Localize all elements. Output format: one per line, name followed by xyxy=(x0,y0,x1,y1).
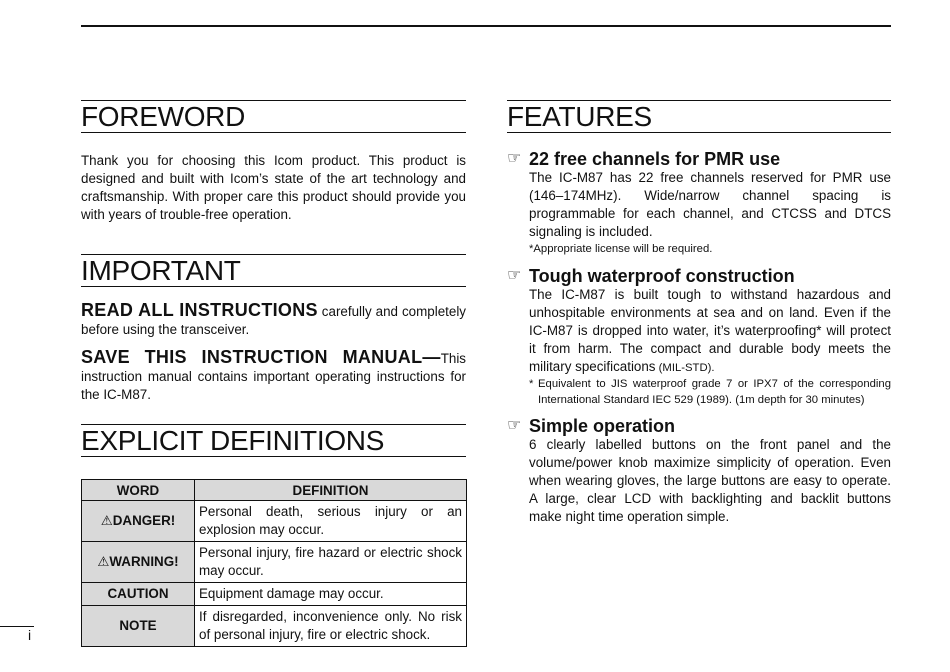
feature-heading xyxy=(507,266,891,286)
table-row xyxy=(82,542,467,583)
word-caution: CAUTION xyxy=(82,583,195,606)
note-asterisk: * xyxy=(529,378,534,390)
read-instructions-heading: READ ALL INSTRUCTIONS xyxy=(81,300,318,320)
definition-caution: Equipment damage may occur. xyxy=(195,583,467,606)
pointing-hand-icon: ☞ xyxy=(507,150,522,167)
feature-heading xyxy=(507,416,891,436)
save-manual-heading: SAVE THIS INSTRUCTION MANUAL— xyxy=(81,347,441,367)
column-header-word: WORD xyxy=(82,480,195,501)
read-instructions-text: carefully and completely before using the transceiver. xyxy=(81,304,466,337)
foreword-title: FOREWORD xyxy=(81,100,466,133)
feature-item xyxy=(507,266,891,408)
feature-heading xyxy=(507,149,891,169)
save-manual-text: This instruction manual contains important operating instructions for the IC-M87. xyxy=(81,351,466,402)
pointing-hand-icon: ☞ xyxy=(507,417,522,434)
pointing-hand-icon: ☞ xyxy=(507,267,522,284)
word-danger: ⚠DANGER! xyxy=(82,501,195,542)
table-row xyxy=(82,583,467,606)
column-header-definition: DEFINITION xyxy=(195,480,467,501)
page-number: i xyxy=(28,627,32,643)
feature-heading-text: Tough waterproof construction xyxy=(529,266,795,286)
save-manual-block xyxy=(81,348,466,404)
definitions-table xyxy=(81,479,467,647)
feature-note xyxy=(529,376,891,408)
feature-body: The IC-M87 has 22 free channels reserved for PMR use (146–174MHz). Wide/narrow channel spacing is programmable for each channel, and CTCSS and DTCS signaling is included. xyxy=(529,170,891,239)
feature-item xyxy=(507,416,891,526)
definition-note: If disregarded, inconvenience only. No risk of personal injury, fire or electric shock. xyxy=(195,606,467,647)
table-row xyxy=(82,606,467,647)
foreword-text: Thank you for choosing this Icom product. This product is designed and built with Icom’s state of the art technology and craftsmanship. With proper care this product should provide you with years of trouble-free operation. xyxy=(81,153,466,222)
features-title: FEATURES xyxy=(507,100,891,133)
definition-warning: Personal injury, fire hazard or electric shock may occur. xyxy=(195,542,467,583)
right-column xyxy=(507,100,891,526)
feature-note: *Appropriate license will be required. xyxy=(529,243,713,255)
feature-body-small: (MIL-STD). xyxy=(655,362,715,374)
feature-body: 6 clearly labelled buttons on the front panel and the volume/power knob maximize simplicity of operation. Even when wearing gloves, the large buttons are easy to operate. A large, clear LCD with backlighting and backlit buttons make night time operation simple. xyxy=(529,437,891,524)
left-column xyxy=(81,100,466,647)
table-header-row xyxy=(82,480,467,501)
feature-item xyxy=(507,149,891,257)
important-title: IMPORTANT xyxy=(81,254,466,287)
top-rule xyxy=(81,25,891,27)
word-warning: ⚠WARNING! xyxy=(82,542,195,583)
feature-note-text: Equivalent to JIS waterproof grade 7 or IPX7 of the corresponding International Standard IEC 529 (1989). (1m depth for 30 minutes) xyxy=(538,378,891,406)
explicit-definitions-title: EXPLICIT DEFINITIONS xyxy=(81,424,466,457)
feature-heading-text: 22 free channels for PMR use xyxy=(529,149,781,169)
word-note: NOTE xyxy=(82,606,195,647)
table-row xyxy=(82,501,467,542)
definition-danger: Personal death, serious injury or an explosion may occur. xyxy=(195,501,467,542)
feature-body xyxy=(529,286,891,376)
read-instructions-block xyxy=(81,301,466,339)
feature-body-text: The IC-M87 is built tough to withstand hazardous and unhospitable environments at sea and on land. Even if the IC-M87 is dropped into water, it’s waterproofing* will protect it from harm. The compact and durable body meets the military specifications xyxy=(529,287,891,374)
feature-heading-text: Simple operation xyxy=(529,416,676,436)
